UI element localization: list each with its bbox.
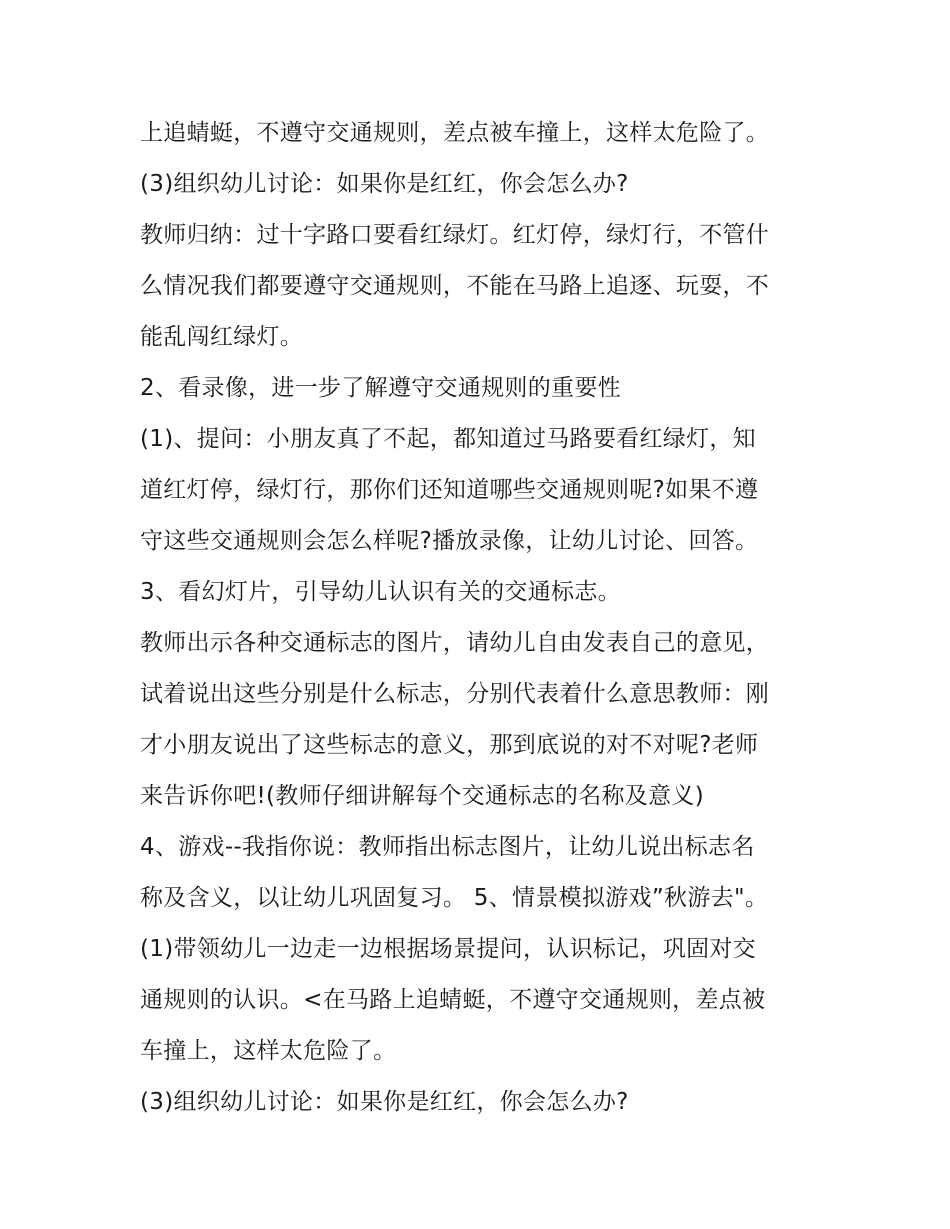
text-line: 道红灯停，绿灯行，那你们还知道哪些交通规则呢?如果不遵 (140, 477, 759, 503)
text-line: 来告诉你吧!(教师仔细讲解每个交通标志的名称及意义) (140, 783, 704, 809)
text-line: 么情况我们都要遵守交通规则，不能在马路上追逐、玩耍，不 (140, 273, 770, 299)
document-body (140, 108, 820, 1128)
text-line: 车撞上，这样太危险了。 (140, 1038, 397, 1064)
text-line: 通规则的认识。<在马路上追蜻蜓，不遵守交通规则，差点被 (140, 987, 766, 1013)
text-line: (3)组织幼儿讨论：如果你是红红，你会怎么办? (140, 1089, 629, 1115)
text-line: 能乱闯红绿灯。 (140, 324, 304, 350)
section-heading: 3、看幻灯片，引导幼儿认识有关的交通标志。 (140, 579, 621, 605)
text-line: (1)、提问：小朋友真了不起，都知道过马路要看红绿灯，知 (140, 426, 756, 452)
section-heading: 2、看录像，进一步了解遵守交通规则的重要性 (140, 375, 621, 401)
section-heading: 4、游戏--我指你说：教师指出标志图片，让幼儿说出标志名 (140, 834, 755, 860)
text-line: (1)带领幼儿一边走一边根据场景提问，认识标记，巩固对交 (140, 936, 756, 962)
text-line: 守这些交通规则会怎么样呢?播放录像，让幼儿讨论、回答。 (140, 528, 759, 554)
text-line: 教师出示各种交通标志的图片，请幼儿自由发表自己的意见， (140, 630, 770, 656)
text-line: 试着说出这些分别是什么标志，分别代表着什么意思教师：刚 (140, 681, 770, 707)
text-line: (3)组织幼儿讨论：如果你是红红，你会怎么办? (140, 171, 629, 197)
text-line: 上追蜻蜓，不遵守交通规则，差点被车撞上，这样太危险了。 (140, 120, 770, 146)
text-line: 称及含义，以让幼儿巩固复习。 5、情景模拟游戏”秋游去"。 (140, 885, 769, 911)
text-line: 才小朋友说出了这些标志的意义，那到底说的对不对呢?老师 (140, 732, 759, 758)
text-line: 教师归纳：过十字路口要看红绿灯。红灯停，绿灯行，不管什 (140, 222, 770, 248)
